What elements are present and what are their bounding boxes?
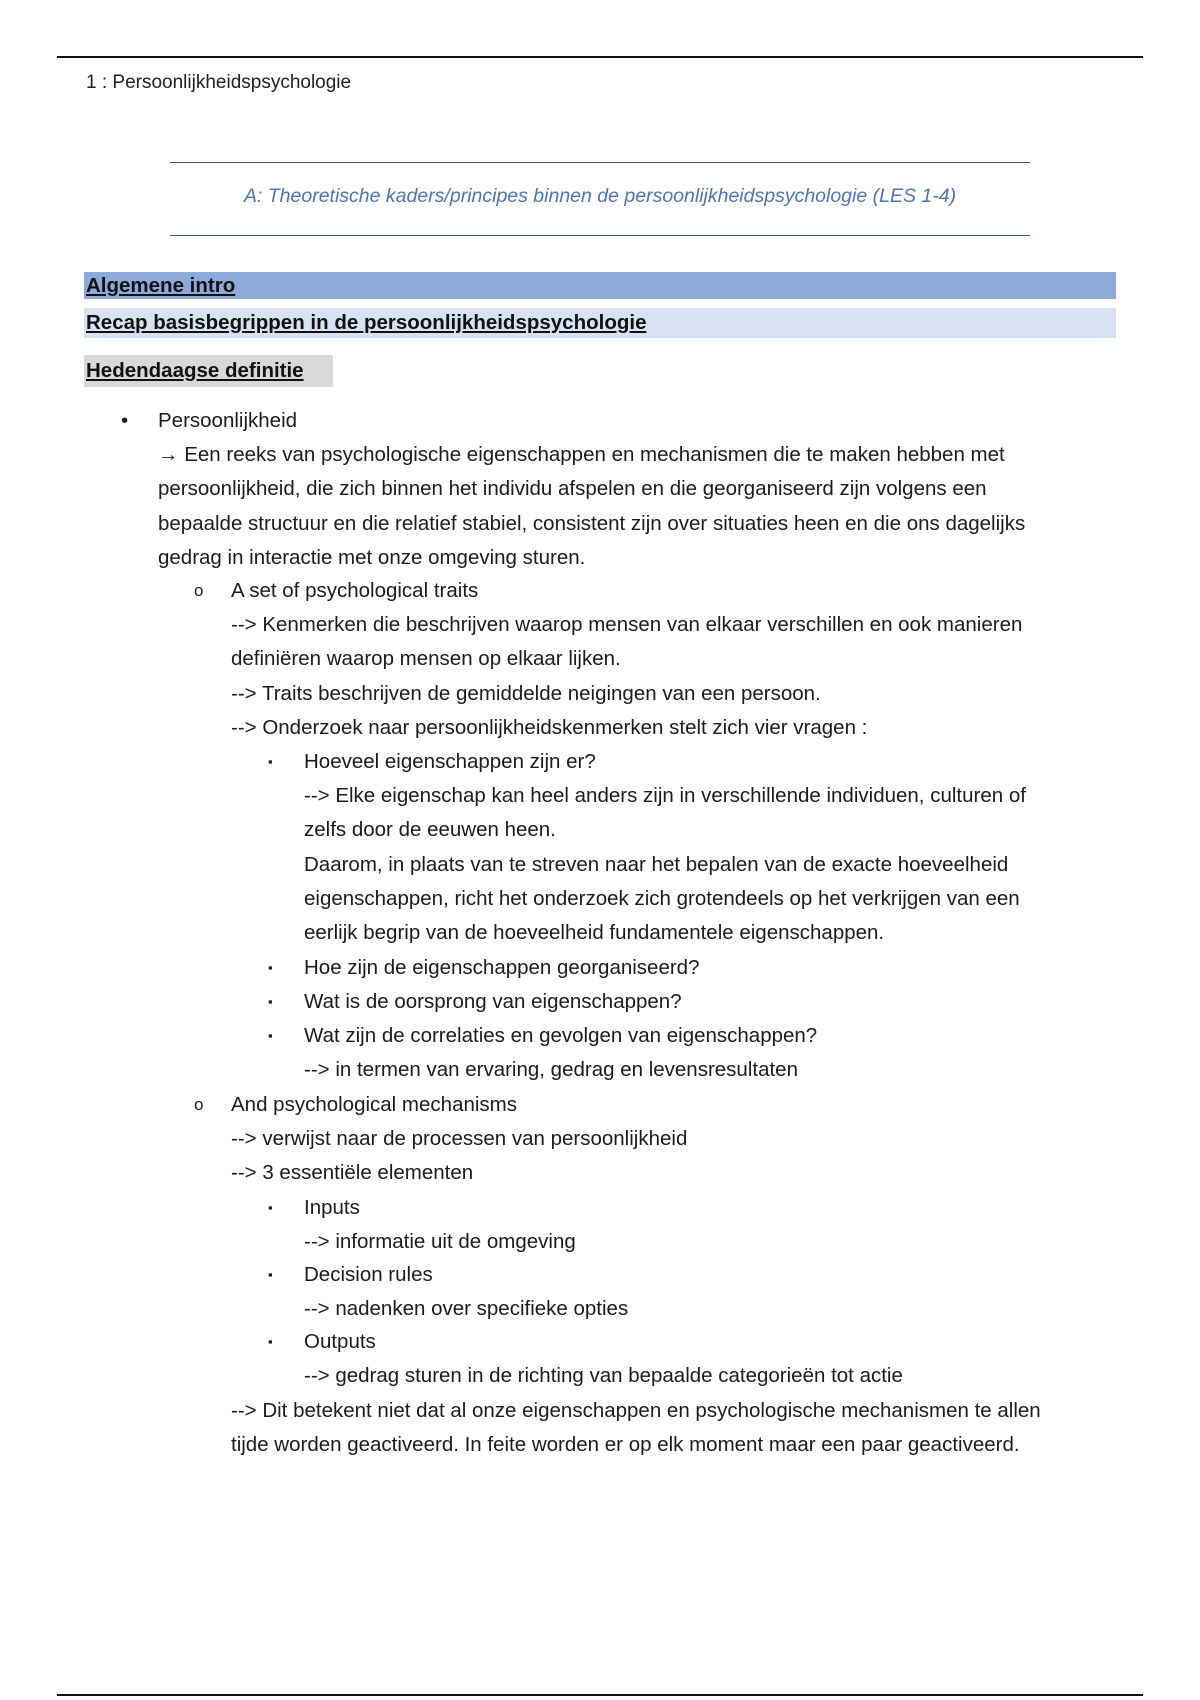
heading-text: Algemene intro (86, 274, 236, 297)
item-label: A set of psychological traits (231, 579, 479, 602)
text-line: --> Dit betekent niet dat al onze eigenschappen en psychologische mechanismen te allen (231, 1399, 1041, 1422)
section-title: A: Theoretische kaders/principes binnen de persoonlijkheidspsychologie (LES 1-4) (243, 185, 957, 207)
list-item-outputs (304, 1325, 1116, 1393)
item-label: Persoonlijkheid (158, 409, 298, 432)
list-item-traits (231, 574, 1116, 745)
text-line: --> Onderzoek naar persoonlijkheidskenmerken stelt zich vier vragen : (231, 715, 868, 739)
bullet-marker: ▪ (268, 754, 273, 769)
text-line: → Een reeks van psychologische eigenschappen en mechanismen die te maken hebben met (158, 443, 1005, 467)
bullet-marker: • (121, 409, 129, 432)
text-line: definiëren waarop mensen op elkaar lijken. (231, 647, 621, 671)
bullet-marker: ▪ (268, 1028, 273, 1043)
bullet-marker: ▪ (268, 1200, 273, 1215)
list-item-q2 (304, 951, 1116, 985)
heading-definitie (84, 355, 333, 387)
text-line: --> gedrag sturen in de richting van bepaalde categorieën tot actie (304, 1364, 903, 1388)
text-line: --> 3 essentiële elementen (231, 1161, 474, 1185)
list-item-inputs (304, 1191, 1116, 1259)
text-line: tijde worden geactiveerd. In feite worden er op elk moment maar een paar geactiveerd. (231, 1433, 1020, 1457)
bullet-marker: o (194, 581, 204, 600)
item-label: Wat zijn de correlaties en gevolgen van eigenschappen? (304, 1024, 818, 1047)
text-line: --> in termen van ervaring, gedrag en levensresultaten (304, 1058, 798, 1082)
text-line: persoonlijkheid, die zich binnen het individu afspelen en die georganiseerd zijn volgens een (158, 477, 987, 501)
heading-recap (84, 308, 1116, 338)
text-line: --> nadenken over specifieke opties (304, 1297, 629, 1321)
closing-paragraph (231, 1394, 1116, 1462)
text-line: gedrag in interactie met onze omgeving sturen. (158, 545, 586, 569)
list-item-persoonlijkheid (158, 404, 1108, 575)
page-header-title: 1 : Persoonlijkheidspsychologie (86, 72, 352, 93)
bullet-marker: ▪ (268, 1334, 273, 1349)
text-line: --> Traits beschrijven de gemiddelde neigingen van een persoon. (231, 681, 821, 705)
list-item-q1 (304, 745, 1116, 950)
item-label: Hoe zijn de eigenschappen georganiseerd? (304, 956, 700, 979)
text-line: Daarom, in plaats van te streven naar het bepalen van de exacte hoeveelheid (304, 852, 1009, 876)
item-label: Wat is de oorsprong van eigenschappen? (304, 990, 682, 1013)
bullet-marker: ▪ (268, 960, 273, 975)
bullet-marker: ▪ (268, 1267, 273, 1282)
text-line: eigenschappen, richt het onderzoek zich grotendeels op het verkrijgen van een (304, 886, 1020, 910)
list-item-q3 (304, 985, 1116, 1019)
item-label: Decision rules (304, 1263, 433, 1286)
footer-rule (57, 1694, 1143, 1696)
heading-algemene-intro (84, 272, 1116, 299)
heading-text: Recap basisbegrippen in de persoonlijkheidspsychologie (86, 311, 647, 334)
text-line: --> informatie uit de omgeving (304, 1230, 576, 1254)
item-label: Hoeveel eigenschappen zijn er? (304, 750, 596, 773)
heading-text: Hedendaagse definitie (86, 359, 304, 382)
item-label: Outputs (304, 1330, 376, 1353)
text-line: --> Elke eigenschap kan heel anders zijn in verschillende individuen, culturen of (304, 784, 1026, 808)
header-rule (57, 56, 1143, 58)
list-item-decision-rules (304, 1258, 1116, 1326)
item-label: Inputs (304, 1196, 360, 1219)
text-line: --> verwijst naar de processen van persoonlijkheid (231, 1127, 688, 1151)
section-title-box (170, 162, 1030, 236)
text-line: eerlijk begrip van de hoeveelheid fundamentele eigenschappen. (304, 921, 885, 945)
item-label: And psychological mechanisms (231, 1093, 517, 1116)
text-line: zelfs door de eeuwen heen. (304, 818, 556, 842)
bullet-marker: ▪ (268, 994, 273, 1009)
text-line: --> Kenmerken die beschrijven waarop mensen van elkaar verschillen en ook manieren (231, 613, 1023, 637)
list-item-mechanisms (231, 1088, 1116, 1191)
list-item-q4 (304, 1019, 1116, 1087)
bullet-marker: o (194, 1095, 204, 1114)
text-line: bepaalde structuur en die relatief stabiel, consistent zijn over situaties heen en die ons dagelijks (158, 511, 1026, 535)
